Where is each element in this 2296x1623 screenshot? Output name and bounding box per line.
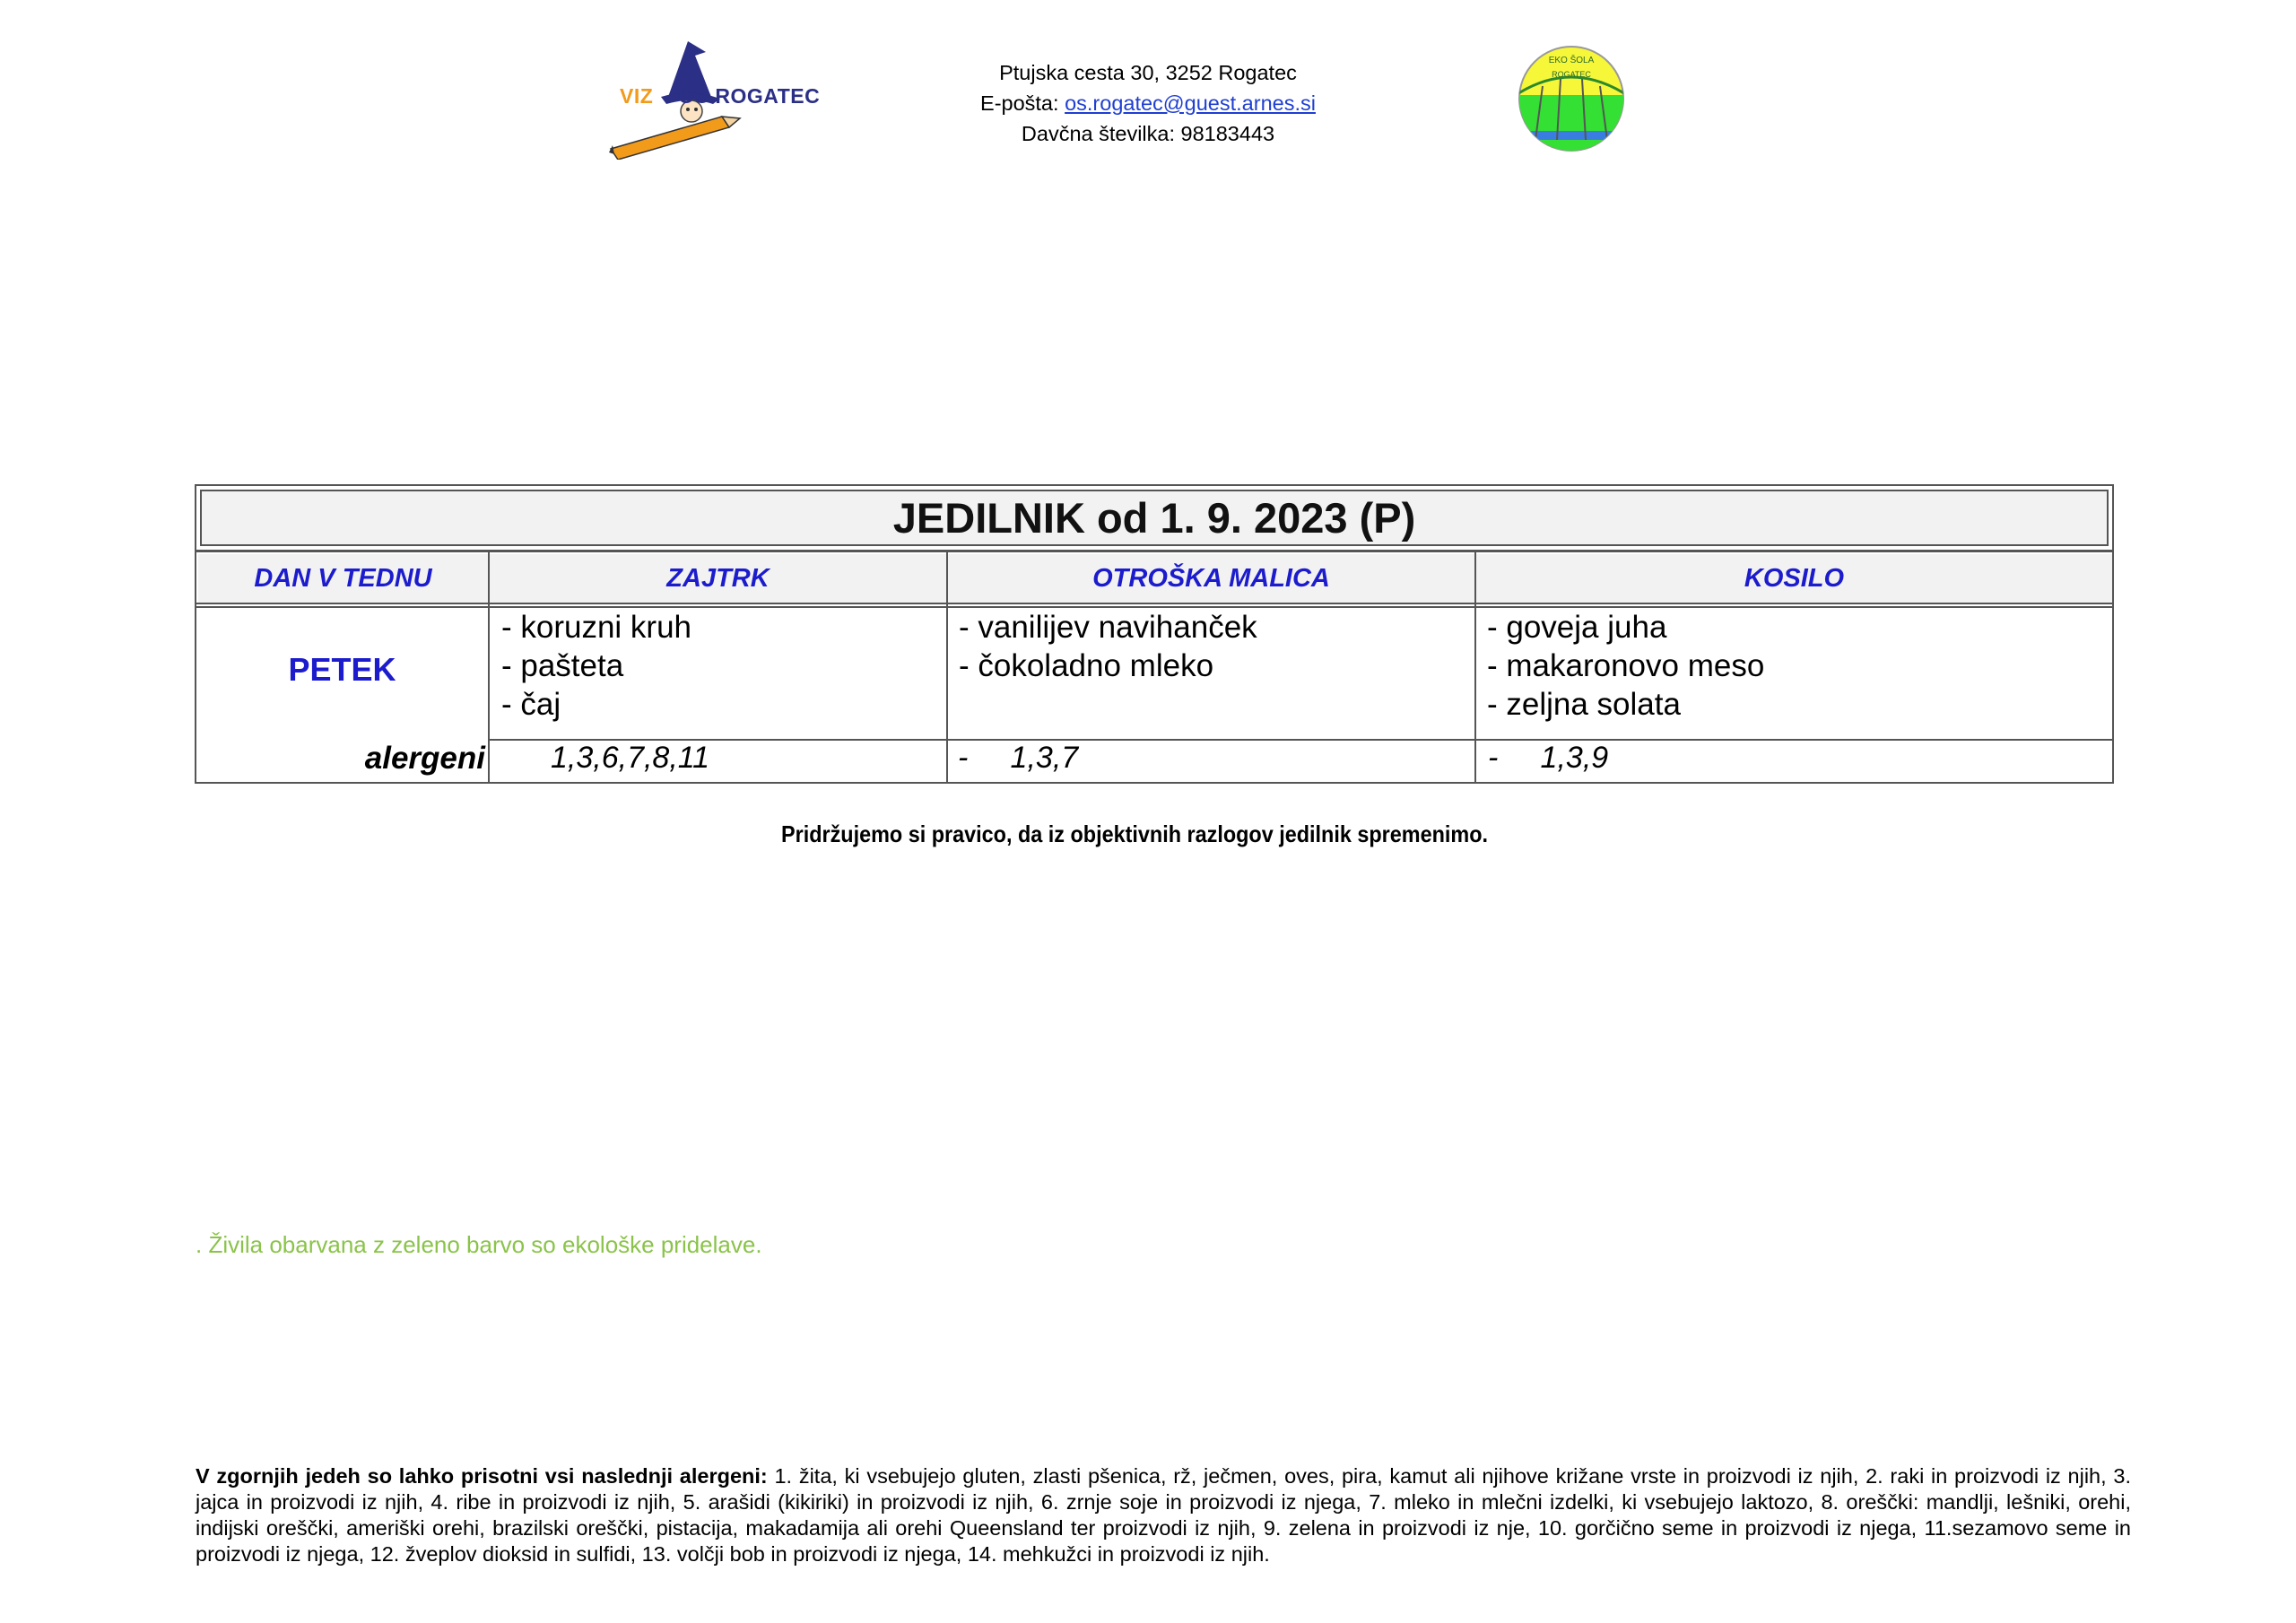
tax-number: Davčna številka: 98183443 (1021, 122, 1275, 145)
snack-item: - vanilijev navihanček (959, 610, 1257, 645)
allergens-breakfast: 1,3,6,7,8,11 (551, 741, 710, 775)
allergens-lunch: - 1,3,9 (1488, 741, 1609, 775)
address-line: Ptujska cesta 30, 3252 Rogatec (999, 61, 1297, 84)
logo-text-school: OŠ ROGATEC (678, 84, 821, 108)
eco-school-logo (1516, 41, 1627, 156)
eco-note: . Živila obarvana z zeleno barvo so ekološke pridelave. (196, 1231, 762, 1258)
change-notice: Pridržujemo si pravico, da iz objektivnih razlogov jedilnik spremenimo. (780, 820, 1488, 847)
allergens-label: alergeni (364, 741, 485, 776)
menu-table (195, 551, 2114, 784)
breakfast-cell (501, 608, 691, 724)
svg-text:EKO ŠOLA: EKO ŠOLA (1548, 56, 1595, 65)
breakfast-item: - pašteta (501, 648, 624, 683)
school-logo (605, 34, 821, 160)
header-divider-outer (196, 603, 2112, 604)
breakfast-item: - koruzni kruh (501, 610, 692, 645)
allergen-legend (196, 1463, 2131, 1567)
col-header-day: DAN V TEDNU (198, 554, 488, 603)
allergen-divider (488, 739, 2112, 741)
email-line (897, 88, 1399, 118)
menu-title: JEDILNIK od 1. 9. 2023 (P) (200, 490, 2109, 546)
breakfast-item: - čaj (501, 687, 561, 722)
eco-school-icon (1516, 41, 1627, 156)
allergen-legend-heading: V zgornjih jedeh so lahko prisotni vsi naslednji alergeni: (196, 1464, 768, 1488)
school-contact (897, 57, 1399, 149)
snack-cell (959, 608, 1257, 685)
logo-text-viz: VIZ (620, 84, 654, 108)
svg-text:ROGATEC: ROGATEC (1552, 70, 1591, 79)
allergen-legend-text: 1. žita, ki vsebujejo gluten, zlasti pšenica, rž, ječmen, oves, pira, kamut ali njihove križane vrste in proizvodi iz njih, 2. raki in proizvodi iz njih, 3. jajca in proizvodi iz njih, 4. ribe in proizvodi iz njih, 5. arašidi (kikiriki) in proizvodi iz njih, 6. zrnje soje in proizvodi iz njega, 7. mleko in mlečni izdelki, ki vsebujejo laktozo, 8. oreščki: mandlji, lešniki, orehi, indijski oreščki, ameriški orehi, brazilski oreščki, pistacija, makadamija ali orehi Queensland ter proizvodi iz njih, 9. zelena in proizvodi iz nje, 10. gorčično seme in proizvodi iz njega, 11.sezamovo seme in proizvodi iz njega, 12. žveplov dioksid in sulfidi, 13. volčji bob in proizvodi iz njega, 14. mehkužci in proizvodi iz njih. (196, 1464, 2131, 1566)
allergens-snack: - 1,3,7 (958, 741, 1079, 775)
email-link[interactable]: os.rogatec@guest.arnes.si (1065, 91, 1316, 115)
lunch-item: - zeljna solata (1487, 687, 1681, 722)
lunch-cell (1487, 608, 1764, 724)
col-header-snack: OTROŠKA MALICA (948, 554, 1474, 603)
lunch-item: - goveja juha (1487, 610, 1667, 645)
snack-item: - čokoladno mleko (959, 648, 1214, 683)
lunch-item: - makaronovo meso (1487, 648, 1765, 683)
col-header-breakfast: ZAJTRK (490, 554, 946, 603)
email-label: E-pošta: (980, 91, 1059, 115)
day-label: PETEK (288, 651, 396, 688)
col-header-lunch: KOSILO (1476, 554, 2112, 603)
menu-title-box (195, 484, 2114, 551)
